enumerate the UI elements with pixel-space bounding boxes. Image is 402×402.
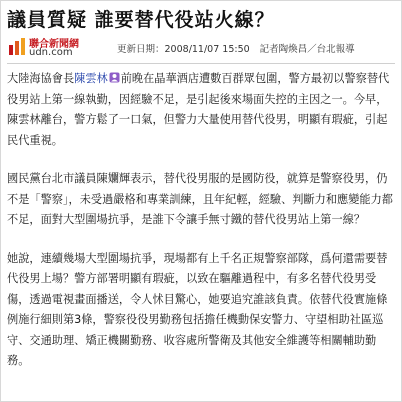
article-meta	[117, 41, 355, 55]
udn-logo-icon	[7, 37, 27, 57]
updated-label: 更新日期：	[117, 44, 165, 55]
paragraph-1-post: 前晚在晶華酒店遭數百群眾包圍，警方最初以警察替代役男站上第一線執勤，因經驗不足，是引起後來場面失控的主因之一。今早，陳雲林離台，警方鬆了一口氣，但警力大量使用替代役男，明顯有瑕疵，引起民代重視。	[7, 72, 390, 147]
paragraph-1	[7, 69, 395, 151]
header-divider	[7, 63, 395, 64]
logo-url: udn.com	[29, 47, 73, 58]
byline: 記者陶煥昌／台北報導	[259, 44, 355, 55]
article-body	[7, 69, 395, 390]
updated-value: 2008/11/07 15:50	[164, 44, 250, 55]
article-meta-row	[7, 33, 395, 61]
article-headline: 議員質疑 誰要替代役站火線？	[7, 9, 275, 31]
logo-name: 聯合新聞網	[29, 39, 79, 50]
person-icon[interactable]	[109, 72, 120, 83]
paragraph-2: 國民黨台北市議員陳孄輝表示，替代役男服的是國防役，就算是警察役男，仍不是「警察」，未受過嚴格和專業訓練，且年紀輕，經驗、判斷力和應變能力都不足，面對大型圍場抗爭，是誰下令讓手無寸鐵的替代役男站上第一線？	[7, 172, 393, 226]
udn-logo[interactable]	[7, 35, 99, 59]
paragraph-3: 她說，連續幾場大型圍場抗爭，現場都有上千名正規警察部隊，爲何還需要替代役男上場？警方部署明顯有瑕疵，以致在驅離過程中，有多名替代役男受傷，透過電視畫面播送，令人怵目驚心，她要追究誰該負責。依替代役實施條例施行細則第3條，警察役役男勤務包括擔任機動保安警力、守望相助社區巡守、交通助理、矯正機關勤務、收容處所警衛及其他安全維護等相關輔助勤務。	[7, 251, 388, 367]
person-link-chen-yunlin[interactable]: 陳雲林	[74, 72, 108, 85]
paragraph-1-pre: 大陸海協會長	[7, 72, 75, 85]
